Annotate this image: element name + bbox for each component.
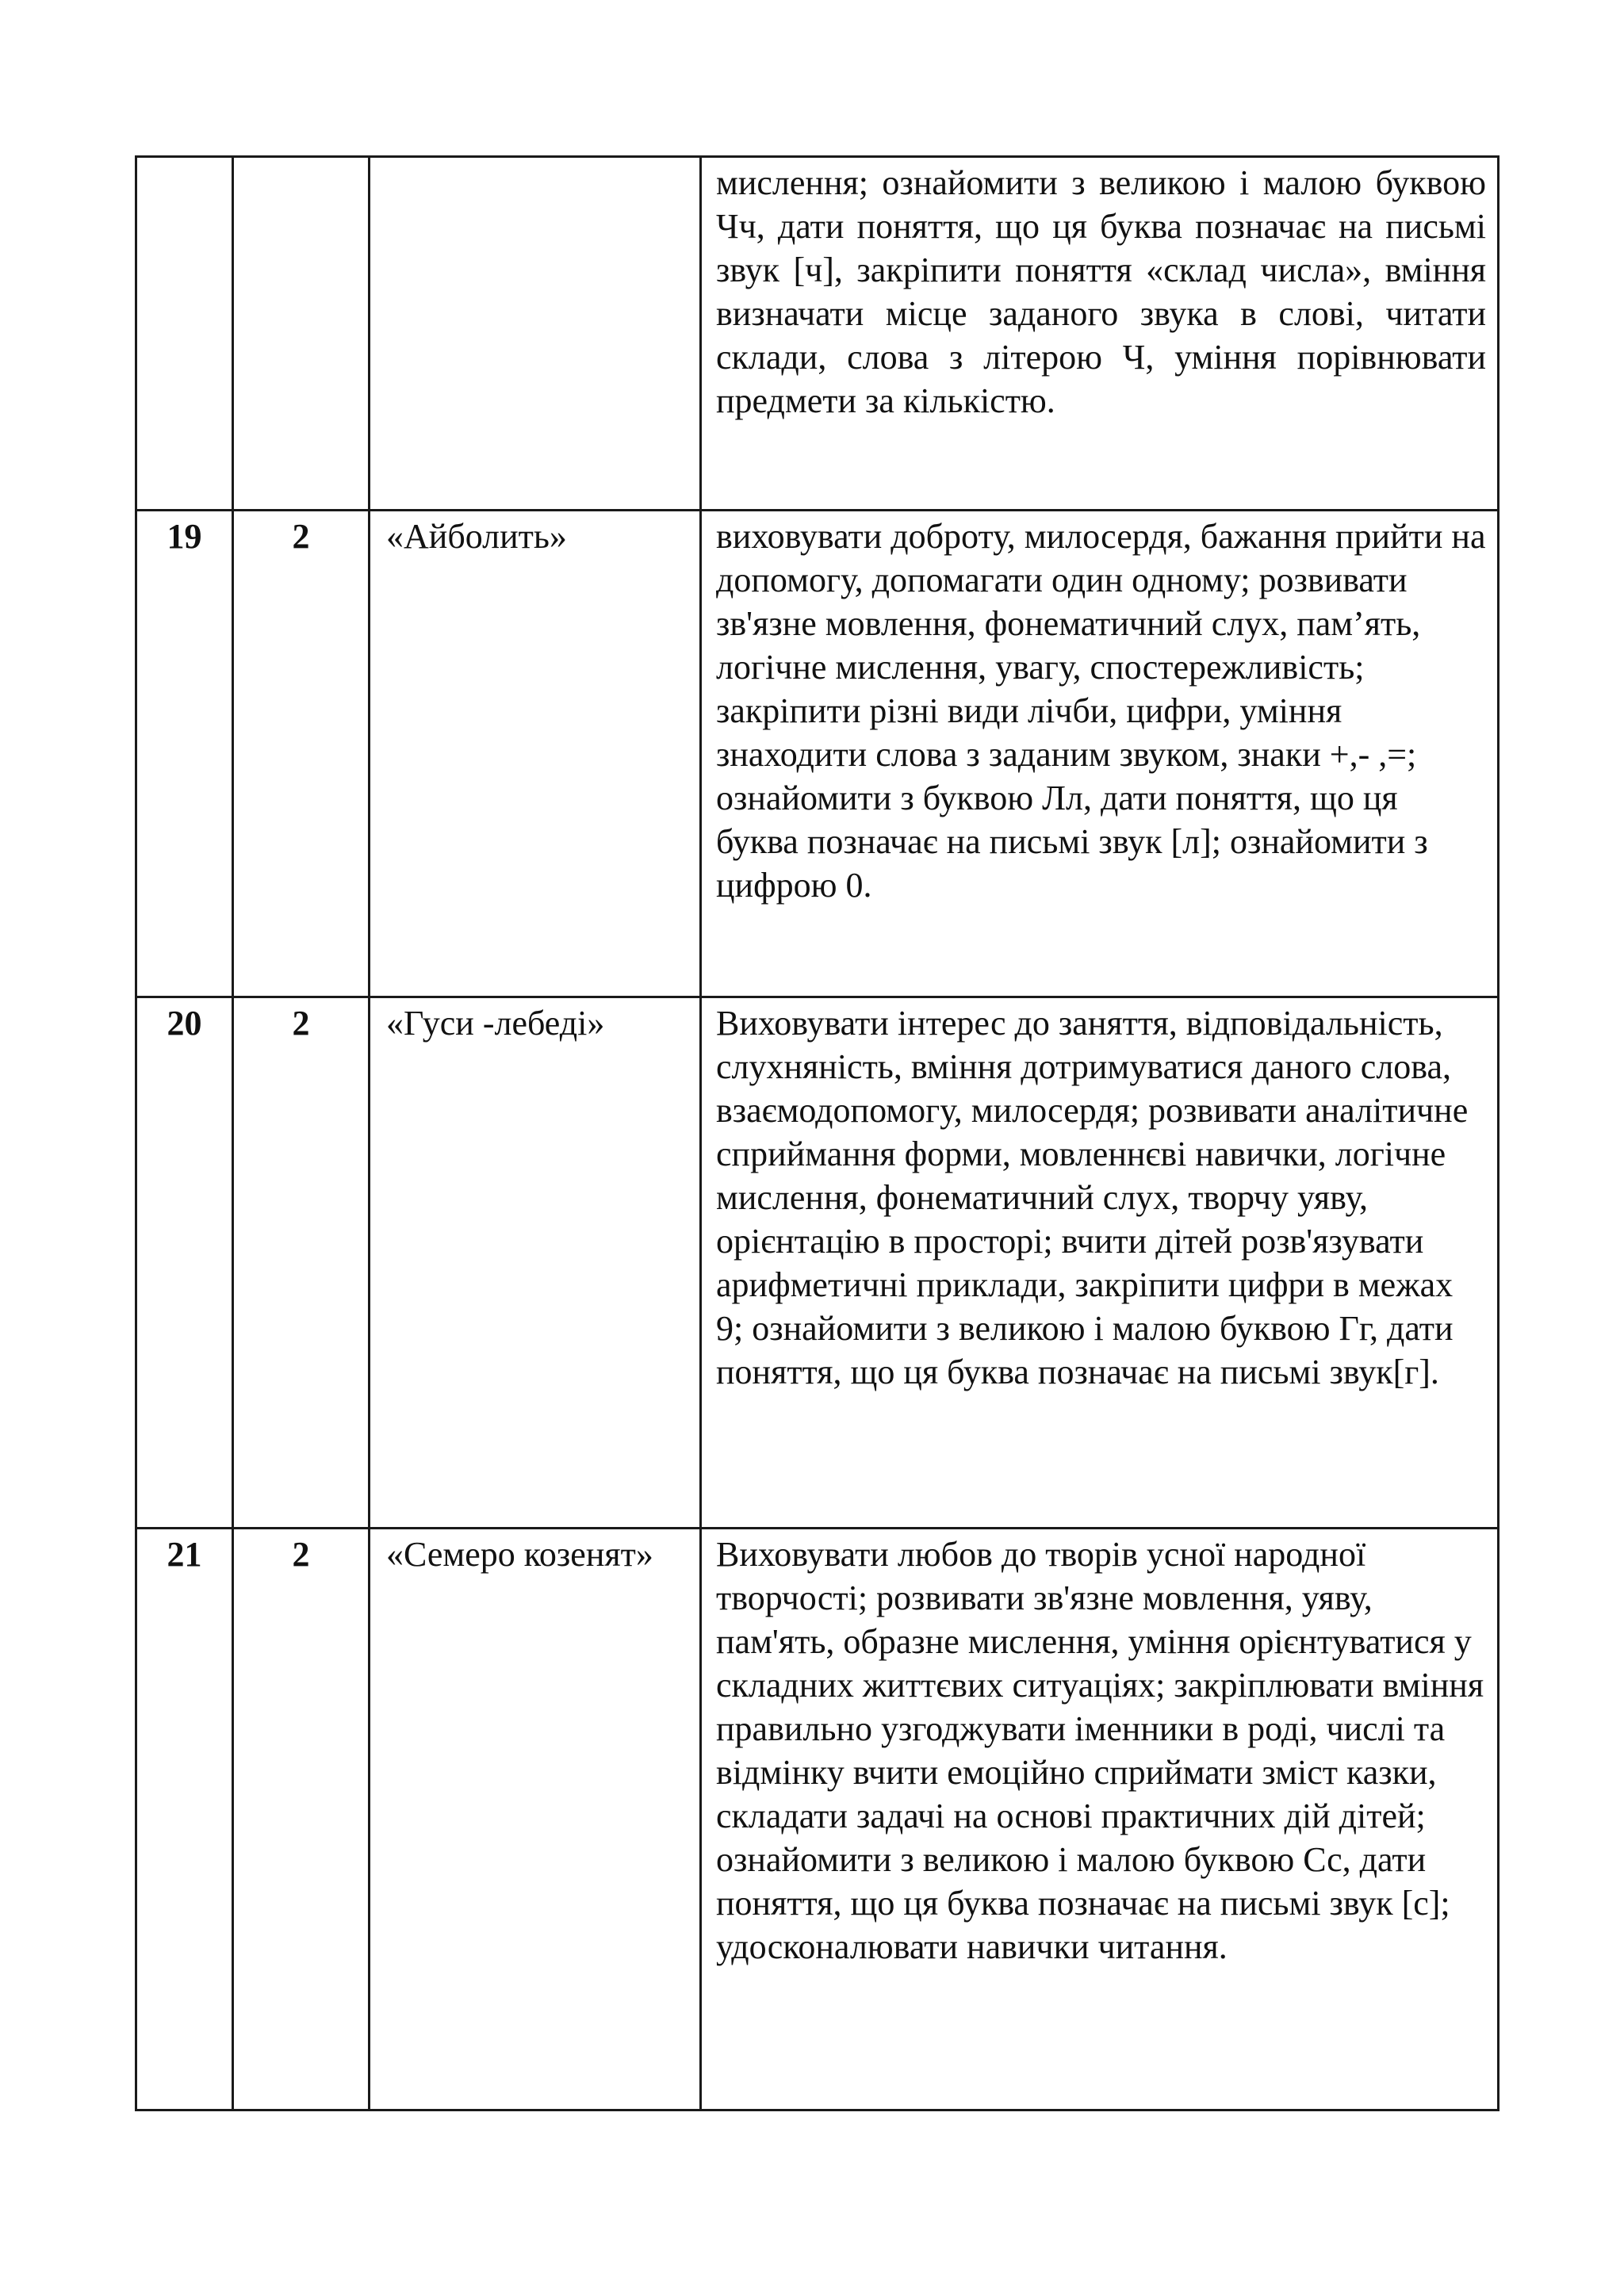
- table-row: [136, 1529, 1499, 2110]
- row-number: [136, 157, 233, 511]
- lesson-plan-table: [135, 155, 1500, 2111]
- topic-title: «Гуси -лебеді»: [370, 997, 701, 1529]
- topic-title: [370, 157, 701, 511]
- row-number: 20: [136, 997, 233, 1529]
- topic-title: «Семеро козенят»: [370, 1529, 701, 2110]
- table-row: [136, 511, 1499, 997]
- lesson-objectives: мислення; ознайомити з великою і малою буквою Чч, дати поняття, що ця буква позначає на письмі звук [ч], закріпити поняття «склад числа», вміння визначати місце заданого звука в слові, читати склади, слова з літерою Ч, уміння порівнювати предмети за кількістю.: [701, 157, 1499, 511]
- topic-title: «Айболить»: [370, 511, 701, 997]
- lesson-objectives: виховувати доброту, милосердя, бажання прийти на допомогу, допомагати один одному; розвивати зв'язне мовлення, фонематичний слух, пам’ять, логічне мислення, увагу, спостережливість; закріпити різні види лічби, цифри, уміння знаходити слова з заданим звуком, знаки +,- ,=; ознайомити з буквою Лл, дати поняття, що ця буква позначає на письмі звук [л]; ознайомити з цифрою 0.: [701, 511, 1499, 997]
- row-number: 21: [136, 1529, 233, 2110]
- row-number: 19: [136, 511, 233, 997]
- lesson-objectives: Виховувати любов до творів усної народної творчості; розвивати зв'язне мовлення, уяву, пам'ять, образне мислення, уміння орієнтуватися у складних життєвих ситуаціях; закріплювати вміння правильно узгоджувати іменники в роді, числі та відмінку вчити емоційно сприймати зміст казки, складати задачі на основі практичних дій дітей; ознайомити з великою і малою буквою Сс, дати поняття, що ця буква позначає на письмі звук [с]; удосконалювати навички читання.: [701, 1529, 1499, 2110]
- hours-cell: 2: [233, 511, 370, 997]
- table-row: [136, 997, 1499, 1529]
- hours-cell: [233, 157, 370, 511]
- table-row: [136, 157, 1499, 511]
- hours-cell: 2: [233, 997, 370, 1529]
- lesson-objectives: Виховувати інтерес до заняття, відповідальність, слухняність, вміння дотримуватися даного слова, взаємодопомогу, милосердя; розвивати аналітичне сприймання форми, мовленнєві навички, логічне мислення, фонематичний слух, творчу уяву, орієнтацію в просторі; вчити дітей розв'язувати арифметичні приклади, закріпити цифри в межах 9; ознайомити з великою і малою буквою Гг, дати поняття, що ця буква позначає на письмі звук[г].: [701, 997, 1499, 1529]
- hours-cell: 2: [233, 1529, 370, 2110]
